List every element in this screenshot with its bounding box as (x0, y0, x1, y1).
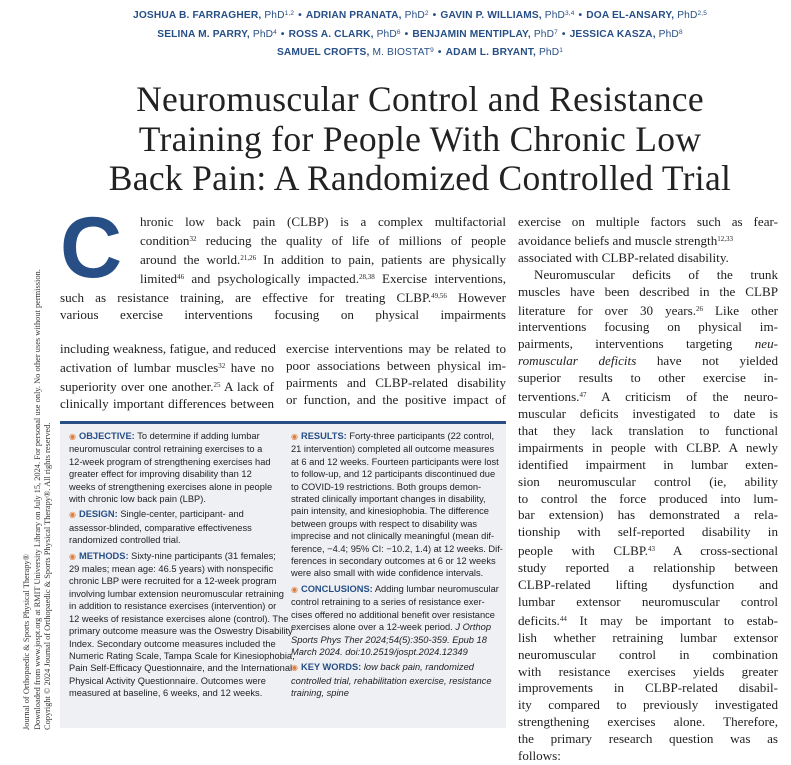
body-line: ity compared to previously investigated (518, 697, 778, 713)
author-degree: M. BIOSTAT (372, 47, 431, 59)
body-line: impairments in people with CLBP. A newly (518, 439, 778, 455)
abstract-keywords: ◉ KEY WORDS: low back pain, randomized controlled trial, rehabilitation exercise, resistance training, spine (291, 662, 492, 699)
body-line: with resistance exercises yields greater (518, 663, 778, 679)
body-line: lumbar extensor neuromuscular control (518, 593, 778, 609)
body-line: or function, and the positive impact of (286, 391, 506, 407)
author-name: SAMUEL CROFTS (276, 47, 367, 59)
body-column-1 (60, 341, 274, 413)
bullet-icon: ◉ (69, 432, 76, 441)
abstract-design: ◉ DESIGN: Single-center, participant- and assessor-blinded, comparative effectiveness randomized controlled trial. (69, 509, 252, 546)
body-line: literature for over 30 years.$^{26}$ Like other (518, 302, 779, 318)
author-degree: PhD (544, 10, 566, 21)
body-line: avoidance beliefs and muscle strength$^{12,33}$ (518, 232, 733, 248)
body-line: including weakness, fatigue, and reduced (60, 341, 276, 356)
author-affiliation: 2 (424, 10, 429, 17)
author-name: ROSS A. CLARK (288, 28, 371, 40)
body-line: study reported a relationship between (518, 560, 778, 576)
author-degree: PhD (376, 28, 397, 40)
author-name: DOA EL-ANSARY (586, 10, 672, 21)
bullet-icon: ◉ (291, 663, 298, 673)
body-line: clinically important differences between (60, 395, 274, 411)
body-line: CLBP-related lifting dysfunction and (518, 577, 778, 593)
body-line: muscles have been described in the CLBP (518, 283, 778, 299)
body-line: around the world.$^{21,26}$ In addition to pain, patients are physically (140, 251, 506, 267)
author-line-3: SAMUEL CROFTS, M. BIOSTAT$^9$ • ADAM L. BRYANT, PhD$^1$ (276, 47, 564, 59)
abstract-column-right (291, 430, 501, 703)
author-name: JOSHUA B. FARRAGHER (133, 10, 259, 21)
author-name: BENJAMIN MENTIPLAY (412, 28, 528, 40)
author-affiliation: 1 (559, 47, 564, 55)
body-line: to control the force produced into lum- (518, 490, 778, 506)
body-line: neuromuscular control in combination (518, 646, 778, 662)
body-line: muscular deficits investigated to date is (518, 405, 778, 421)
bullet-icon: ◉ (69, 551, 76, 561)
body-line: that they lack translation to functional (518, 422, 778, 438)
author-list (60, 6, 780, 62)
body-line: the primary research question was as (518, 731, 778, 747)
author-line-1: JOSHUA B. FARRAGHER, PhD$^{1,2}$ • ADRIAN PRANATA, PhD$^2$ • GAVIN P. WILLIAMS, PhD$^{3,4}$ • DOA EL-ANSARY, PhD$^{2,5}$ (133, 10, 707, 21)
body-line: exercise interventions may be related to (286, 341, 506, 356)
section-label: KEY WORDS: (300, 662, 362, 673)
author-line-2: SELINA M. PARRY, PhD$^4$ • ROSS A. CLARK, PhD$^6$ • BENJAMIN MENTIPLAY, PhD$^7$ • JESSICA KASZA, PhD$^8$ (157, 28, 683, 40)
body-line: poor associations between physical im- (286, 357, 506, 373)
body-line: hronic low back pain (CLBP) is a complex multifactorial (140, 214, 506, 229)
body-line: sion neuromuscular control (ie, ability (518, 473, 778, 489)
body-line: identified impairment in lumbar exten- (518, 456, 778, 472)
body-line: people with CLBP.$^{43}$ A cross-sectional (518, 543, 778, 559)
body-column-3 (518, 214, 778, 765)
body-line: such as resistance training, are effective for treating CLBP.$^{49,56}$ However (60, 289, 506, 305)
author-affiliation: 9 (430, 47, 434, 55)
title-line: Training for People With Chronic Low (138, 118, 702, 159)
section-label: RESULTS: (300, 431, 347, 441)
bullet-icon: ◉ (291, 584, 298, 594)
citation: March 2024. doi:10.2519/jospt.2024.12349 (291, 646, 468, 657)
body-line: tionship with self-reported disability in (518, 524, 778, 540)
body-line: strengthening exercises alone. Therefore, (518, 714, 778, 730)
author-affiliation: 4 (273, 28, 277, 36)
author-degree: PhD (658, 28, 679, 40)
citation: Sports Phys Ther 2024;54(5):350-359. Epub 18 (291, 634, 487, 645)
body-line: pairments and CLBP-related disability (286, 374, 506, 390)
author-name: GAVIN P. WILLIAMS (440, 10, 539, 21)
author-affiliation: 7 (554, 28, 558, 36)
body-line: pairments, interventions targeting neu- (518, 336, 778, 352)
abstract-column-left (69, 430, 295, 703)
abstract-objective: ◉ OBJECTIVE: To determine if adding lumbar neuromuscular control retraining exercises to a 12-week program of strengthening exercises had greater effect for improving disability than 12 weeks of strengthening exercises alone in people with chronic low back pain (LBP). (69, 431, 273, 505)
body-line: lish whether retraining lumbar extensor (518, 629, 778, 645)
body-line: associated with CLBP-related disability. (518, 249, 729, 265)
section-label: DESIGN: (78, 509, 118, 520)
author-affiliation: 3,4 (565, 10, 575, 17)
author-name: SELINA M. PARRY (157, 28, 247, 40)
author-degree: PhD (252, 28, 274, 40)
structured-abstract (60, 421, 506, 728)
author-name: ADRIAN PRANATA (305, 10, 399, 21)
body-line: activation of lumbar muscles$^{32}$ have no (60, 359, 274, 375)
author-affiliation: 6 (396, 28, 401, 36)
author-affiliation: 2,5 (697, 10, 707, 17)
body-line: various exercise interventions focusing on physical impairments (60, 306, 506, 322)
author-name: ADAM L. BRYANT (445, 47, 534, 59)
body-line: Neuromuscular deficits of the trunk (534, 266, 778, 282)
author-name: JESSICA KASZA (569, 28, 653, 40)
body-line: condition$^{32}$ reducing the quality of life of millions of people (140, 232, 506, 248)
section-label: CONCLUSIONS: (300, 583, 373, 594)
body-line: deficits.$^{44}$ It may be important to estab- (518, 612, 778, 628)
body-line: limited$^{46}$ and psychologically impacted.$^{28,38}$ Exercise interventions, (140, 270, 506, 286)
author-affiliation: 8 (678, 28, 683, 36)
author-degree: PhD (264, 10, 285, 21)
author-degree: PhD (538, 47, 560, 59)
abstract-methods: ◉ METHODS: Sixty-nine participants (31 females; 29 males; mean age: 46.5 years) with nonspecific chronic LBP were recruited for a 12-week program involving lumbar extension neuromuscular retraining in addition to resistance exercises (intervention) or 12 weeks of resistance exercises alone (control). The primary outcome measure was the Oswestry Disability Index. Secondary outcome measures included the Numeric Rating Scale, Tampa Scale for Kinesiophobia, Pain Self-Efficacy Questionnaire, and the International Physical Activity Questionnaire. Outcomes were measured at baseline, 6 weeks, and 12 weeks. (69, 550, 295, 699)
body-line: exercise on multiple factors such as fear- (518, 214, 778, 229)
title-line: Back Pain: A Randomized Controlled Trial (108, 158, 732, 198)
sidebar-line-download: Downloaded from www.jospt.org at RMIT University Library on July 15, 2024. For personal use only. No other uses without permission. (32, 269, 42, 730)
body-line: superiority over one another.$^{25}$ A lack of (60, 378, 274, 394)
bullet-icon: ◉ (291, 432, 298, 441)
drop-cap: C (60, 200, 123, 296)
section-label: OBJECTIVE: (78, 431, 135, 441)
author-degree: PhD (404, 10, 425, 21)
body-line: follows: (518, 748, 561, 764)
abstract-results: ◉ RESULTS: Forty-three participants (22 control, 21 intervention) completed all outcome measures at 6 and 12 weeks. Fourteen participants were lost to follow-up, and 12 participants discontinued due to COVID-19 restrictions. Both groups demon- strated clinically important changes in disability, pain intensity, and kinesiophobia. The difference between groups with respect to disability was imprecise and not clinically meaningful (mean dif- ference, −4.4; 95% CI: −10.2, 1.4) at 12 weeks. Dif- ferences in secondary outcomes at 6 or 12 weeks were also small with wide confidence intervals. (291, 431, 503, 579)
citation: J Orthop (452, 622, 492, 633)
body-line: terventions.$^{47}$ A criticism of the neuro- (518, 389, 778, 405)
section-label: METHODS: (78, 550, 129, 561)
abstract-conclusions: ◉ CONCLUSIONS: Adding lumbar neuromuscular control retraining to a series of resistance exer- cises offered no additional benefit over resistance exercises alone over a 12-week period. J Orthop Sports Phys Ther 2024;54(5):350-359. Epub 18 March 2024. doi:10.2519/jospt.2024.12349 (291, 583, 501, 658)
sidebar-copyright-notice (22, 150, 54, 730)
author-affiliation: 1,2 (284, 10, 295, 17)
body-line: improvements in CLBP-related disabil- (518, 680, 778, 696)
author-degree: PhD (533, 28, 555, 40)
sidebar-line-copyright: Copyright © 2024 Journal of Orthopaedic & Sports Physical Therapy®. All rights reserved. (43, 422, 52, 730)
intro-paragraph (60, 200, 506, 323)
body-line: romuscular deficits have not yielded (518, 353, 779, 369)
body-line: superior results to other exercise in- (518, 370, 778, 386)
bullet-icon: ◉ (69, 510, 76, 520)
body-line: interventions focusing on physical im- (518, 319, 778, 335)
sidebar-line-journal: Journal of Orthopaedic & Sports Physical Therapy® (22, 553, 31, 730)
body-line: bar extension) has demonstrated a rela- (518, 507, 778, 523)
article-title (60, 80, 780, 199)
body-column-2 (286, 341, 506, 409)
author-degree: PhD (677, 10, 698, 21)
title-line: Neuromuscular Control and Resistance (136, 79, 704, 119)
